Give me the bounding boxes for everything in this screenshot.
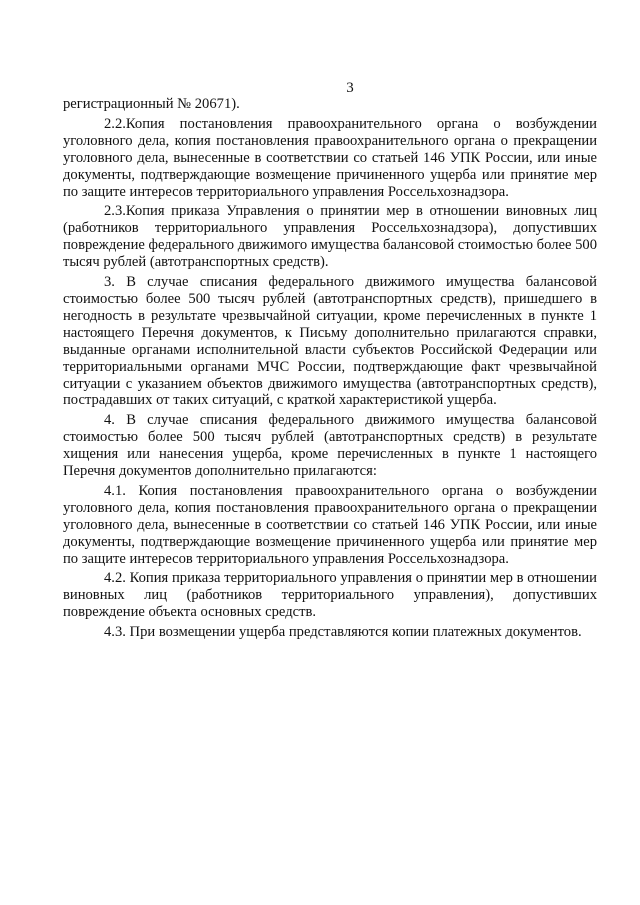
page-number: 3	[346, 80, 354, 96]
paragraph-3: 3. В случае списания федерального движимого имущества балансовой стоимостью более 500 тысяч рублей (автотранспортных средств), пришедшего в негодность в результате чрезвычайной ситуации, кроме перечисленных в пункте 1 настоящего Перечня документов, к Письму дополнительно прилагаются справки, выданные органами исполнительной власти субъектов Российской Федерации или территориальными органами МЧС России, подтверждающие факт чрезвычайной ситуации с указанием объектов движимого имущества (автотранспортных средств), пострадавших от таких ситуаций, с краткой характеристикой ущерба.	[63, 274, 597, 409]
paragraph-4-2: 4.2. Копия приказа территориального управления о принятии мер в отношении виновных лиц (работников территориального управления), допустивших повреждение объекта основных средств.	[63, 570, 597, 621]
paragraph-continuation: регистрационный № 20671).	[63, 96, 240, 112]
paragraph-4-1: 4.1. Копия постановления правоохранительного органа о возбуждении уголовного дела, копия постановления правоохранительного органа о прекращении уголовного дела, вынесенные в соответствии со статьей 146 УПК России, или иные документы, подтверждающие возмещение причиненного ущерба или принятие мер по защите интересов территориального управления Россельхознадзора.	[63, 482, 597, 567]
paragraph-4-3: 4.3. При возмещении ущерба представляются копии платежных документов.	[104, 624, 582, 641]
document-body	[63, 96, 597, 644]
paragraph-4: 4. В случае списания федерального движимого имущества балансовой стоимостью более 500 тысяч рублей (автотранспортных средств) в результате хищения или нанесения ущерба, кроме перечисленных в пункте 1 настоящего Перечня документов дополнительно прилагаются:	[63, 412, 597, 480]
paragraph-2-2: 2.2.Копия постановления правоохранительного органа о возбуждении уголовного дела, копия постановления правоохранительного органа о прекращении уголовного дела, вынесенные в соответствии со статьей 146 УПК России, или иные документы, подтверждающие возмещение причиненного ущерба или принятие мер по защите интересов территориального управления Россельхознадзора.	[63, 115, 597, 200]
paragraph-2-3: 2.3.Копия приказа Управления о принятии мер в отношении виновных лиц (работников территориального управления Россельхознадзора), допустивших повреждение федерального движимого имущества балансовой стоимостью более 500 тысяч рублей (автотранспортных средств).	[63, 203, 597, 271]
